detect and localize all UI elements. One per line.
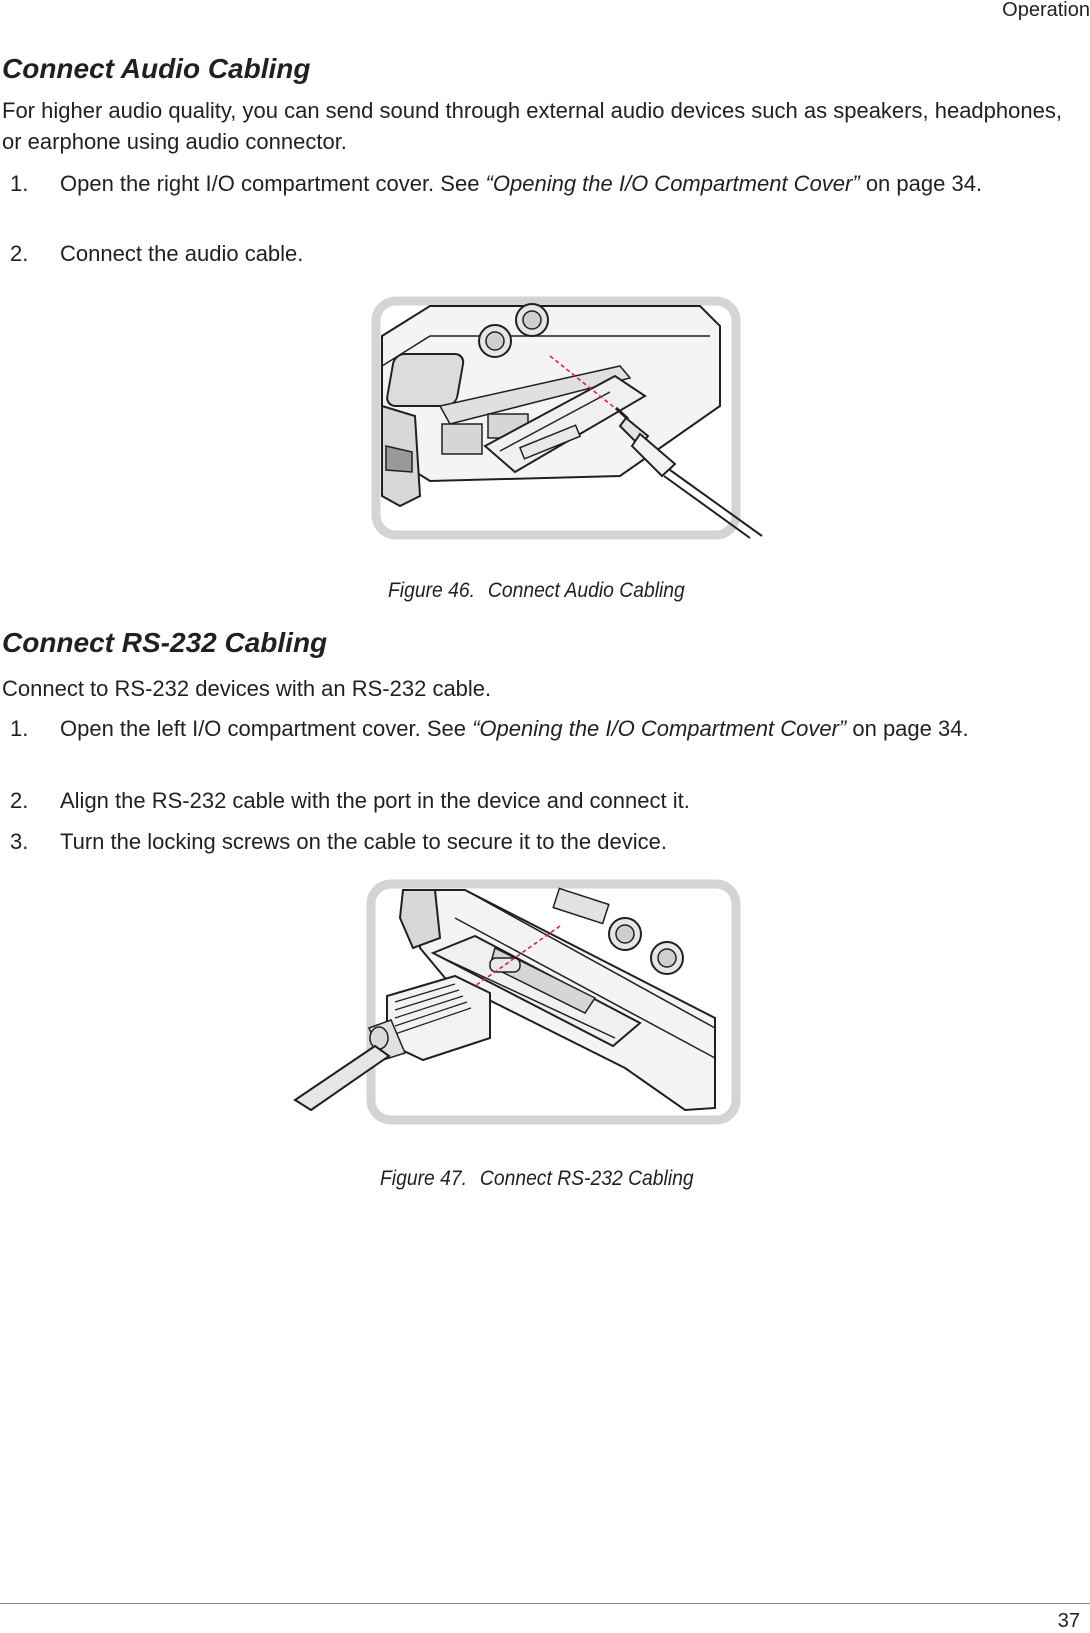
figure-47-caption	[380, 1166, 694, 1192]
step-number: 2.	[10, 241, 29, 266]
page-number: 37	[1057, 1610, 1080, 1632]
figure-label: Figure 47.	[380, 1167, 467, 1190]
footer-divider	[0, 1603, 1090, 1604]
step-number: 2.	[10, 788, 29, 813]
step-number: 1.	[10, 171, 29, 196]
section-heading-rs232: Connect RS-232 Cabling	[2, 627, 328, 658]
cross-reference-link[interactable]: “Opening the I/O Compartment Cover”	[472, 716, 847, 741]
section-heading-audio: Connect Audio Cabling	[2, 53, 311, 84]
figure-46-caption	[388, 578, 685, 604]
figure-title: Connect Audio Cabling	[487, 579, 685, 602]
audio-intro: For higher audio quality, you can send sound through external audio devices such as speakers, headphones, or earphone using audio connector.	[2, 98, 1062, 154]
figure-title: Connect RS-232 Cabling	[479, 1167, 694, 1190]
step-text: Turn the locking screws on the cable to secure it to the device.	[60, 829, 667, 854]
audio-cabling-illustration	[370, 296, 800, 558]
step-number: 3.	[10, 829, 29, 854]
rs232-intro: Connect to RS-232 devices with an RS-232 cable.	[2, 676, 492, 701]
step-text: Open the right I/O compartment cover. See “Opening the I/O Compartment Cover” on page 34.	[60, 171, 983, 196]
step-text: Align the RS-232 cable with the port in the device and connect it.	[60, 788, 690, 813]
cross-reference-link[interactable]: “Opening the I/O Compartment Cover”	[485, 171, 860, 196]
rs232-cabling-illustration	[295, 878, 755, 1153]
figure-label: Figure 46.	[388, 579, 475, 602]
step-text: Open the left I/O compartment cover. See “Opening the I/O Compartment Cover” on page 34.	[60, 716, 969, 741]
step-text: Connect the audio cable.	[60, 241, 304, 266]
step-number: 1.	[10, 716, 29, 741]
running-header: Operation	[1002, 0, 1090, 21]
